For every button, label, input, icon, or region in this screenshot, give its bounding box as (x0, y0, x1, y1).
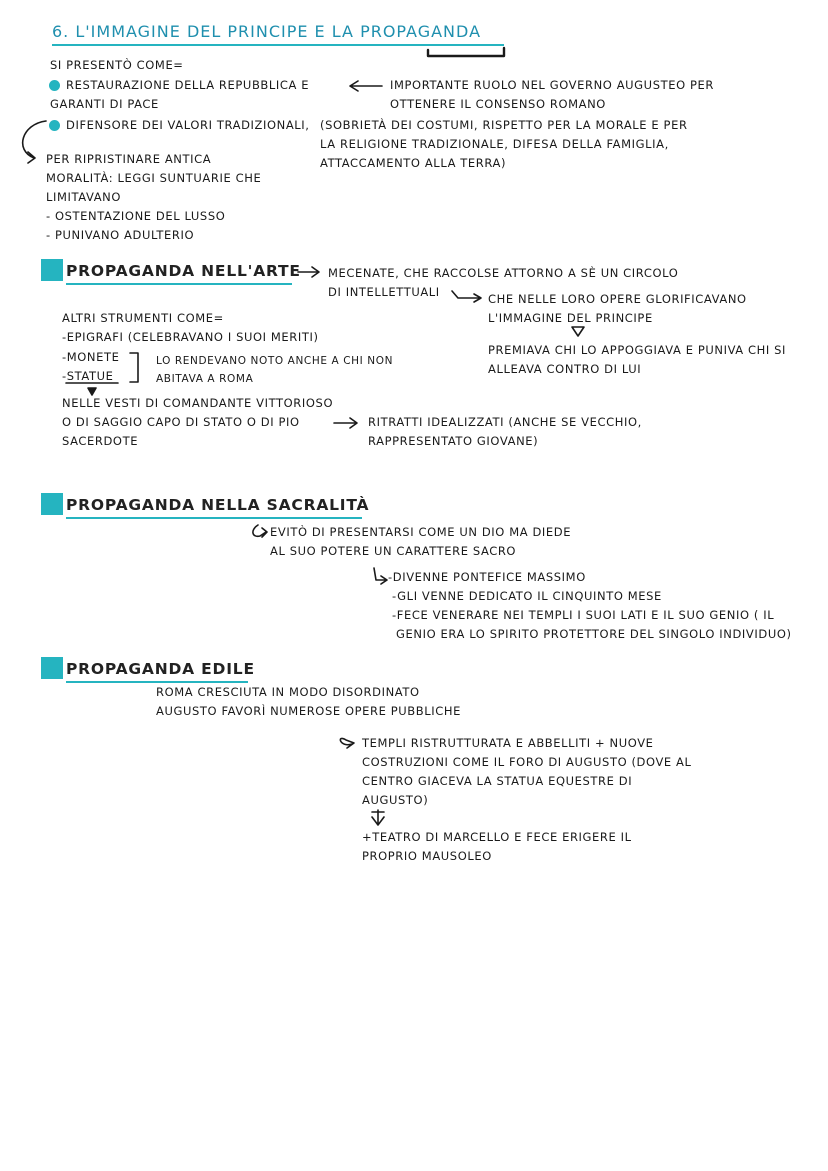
morality-line5: - PUNIVANO ADULTERIO (46, 228, 195, 242)
arte-mecenate-1: MECENATE, CHE RACCOLSE ATTORNO A SÈ UN CIRCOLO (328, 266, 679, 280)
edile-templi-1: TEMPLI RISTRUTTURATA E ABBELLITI + NUOVE (362, 736, 654, 750)
arte-premiava-2: ALLEAVA CONTRO DI LUI (488, 362, 642, 376)
arte-glorificavano-2: L'IMMAGINE DEL PRINCIPE (488, 311, 653, 325)
edile-roma-2: AUGUSTO FAVORÌ NUMEROSE OPERE PUBBLICHE (156, 704, 461, 718)
intro-bullet2-note1: (SOBRIETÀ DEI COSTUMI, RISPETTO PER LA MORALE E PER (320, 118, 688, 132)
intro-bullet1-note2: OTTENERE IL CONSENSO ROMANO (390, 97, 606, 111)
arte-vesti-1: NELLE VESTI DI COMANDANTE VITTORIOSO (62, 396, 334, 410)
sacralita-evito-2: AL SUO POTERE UN CARATTERE SACRO (270, 544, 517, 558)
intro-bullet2: DIFENSORE DEI VALORI TRADIZIONALI, (66, 118, 310, 132)
edile-teatro-1: +TEATRO DI MARCELLO E FECE ERIGERE IL (362, 830, 632, 844)
arte-heading: PROPAGANDA NELL'ARTE (66, 262, 301, 280)
intro-bullet1-line2: GARANTI DI PACE (50, 97, 159, 111)
intro-lead: SI PRESENTÒ COME= (50, 58, 184, 72)
sacralita-heading: PROPAGANDA NELLA SACRALITÀ (66, 496, 370, 514)
edile-roma-1: ROMA CRESCIUTA IN MODO DISORDINATO (156, 685, 420, 699)
arte-vesti-2: O DI SAGGIO CAPO DI STATO O DI PIO (62, 415, 300, 429)
sacralita-item-3: -FECE VENERARE NEI TEMPLI I SUOI LATI E IL SUO GENIO ( IL (392, 608, 775, 622)
arte-mecenate-2: DI INTELLETTUALI (328, 285, 440, 299)
arte-noto-2: ABITAVA A ROMA (156, 373, 254, 385)
morality-line2: MORALITÀ: LEGGI SUNTUARIE CHE (46, 171, 262, 185)
arte-strumenti-1: ALTRI STRUMENTI COME= (62, 311, 224, 325)
intro-bullet1-note1: IMPORTANTE RUOLO NEL GOVERNO AUGUSTEO PER (390, 78, 714, 92)
intro-bullet1-line1: RESTAURAZIONE DELLA REPUBBLICA E (66, 78, 310, 92)
intro-bullet2-note2: LA RELIGIONE TRADIZIONALE, DIFESA DELLA FAMIGLIA, (320, 137, 669, 151)
arte-premiava-1: PREMIAVA CHI LO APPOGGIAVA E PUNIVA CHI SI (488, 343, 787, 357)
sacralita-evito-1: EVITÒ DI PRESENTARSI COME UN DIO MA DIEDE (270, 525, 572, 539)
morality-line1: PER RIPRISTINARE ANTICA (46, 152, 212, 166)
arte-strumenti-4: -STATUE (62, 369, 114, 383)
intro-bullet2-note3: ATTACCAMENTO ALLA TERRA) (320, 156, 507, 170)
arte-strumenti-3: -MONETE (62, 350, 120, 364)
arte-ritratti-2: RAPPRESENTATO GIOVANE) (368, 434, 539, 448)
arte-strumenti-2: -EPIGRAFI (CELEBRAVANO I SUOI MERITI) (62, 330, 319, 344)
morality-line3: LIMITAVANO (46, 190, 122, 204)
edile-templi-4: AUGUSTO) (362, 793, 429, 807)
page-title: 6. L'IMMAGINE DEL PRINCIPE E LA PROPAGANDA (52, 22, 482, 41)
edile-templi-2: COSTRUZIONI COME IL FORO DI AUGUSTO (DOVE AL (362, 755, 692, 769)
sacralita-item-4: GENIO ERA LO SPIRITO PROTETTORE DEL SINGOLO INDIVIDUO) (396, 627, 792, 641)
sacralita-item-2: -GLI VENNE DEDICATO IL CINQUINTO MESE (392, 589, 662, 603)
edile-templi-3: CENTRO GIACEVA LA STATUA EQUESTRE DI (362, 774, 633, 788)
edile-teatro-2: PROPRIO MAUSOLEO (362, 849, 492, 863)
edile-heading: PROPAGANDA EDILE (66, 660, 255, 678)
sacralita-item-1: -DIVENNE PONTEFICE MASSIMO (388, 570, 586, 584)
morality-line4: - OSTENTAZIONE DEL LUSSO (46, 209, 226, 223)
arte-vesti-3: SACERDOTE (62, 434, 139, 448)
arte-noto-1: LO RENDEVANO NOTO ANCHE A CHI NON (156, 355, 394, 367)
arte-glorificavano-1: CHE NELLE LORO OPERE GLORIFICAVANO (488, 292, 747, 306)
arte-ritratti-1: RITRATTI IDEALIZZATI (ANCHE SE VECCHIO, (368, 415, 642, 429)
